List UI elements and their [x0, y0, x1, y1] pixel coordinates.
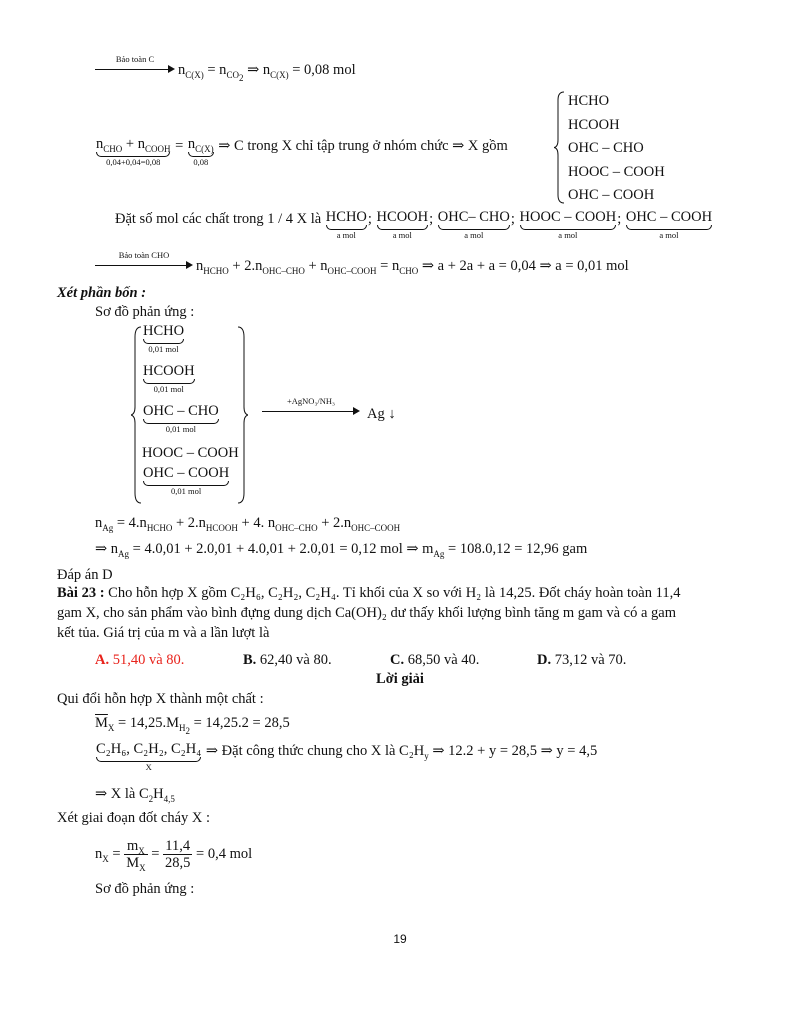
equation-line-3: Đặt số mol các chất trong 1 / 4 X là HCHO a mol ; HCOOH a mol ; OHC– CHO a mol ; HOOC – COOH a mol ; OHC – COOH a mol — [115, 209, 713, 240]
scheme-label: Sơ đồ phản ứng : — [95, 304, 195, 320]
section-heading: Xét phần bốn : — [57, 285, 147, 301]
scheme-arrow: +AgNO₃/NH₃ — [262, 400, 360, 414]
option-a: A. 51,40 và 80. — [95, 652, 185, 668]
left-brace — [554, 90, 566, 205]
arrow-bao-toan-cho: Bảo toàn CHO — [95, 254, 193, 268]
dot-chay-line: Xét giai đoạn đốt cháy X : — [57, 810, 211, 826]
page-number: 19 — [393, 932, 407, 946]
option-b: B. 62,40 và 80. — [243, 652, 332, 668]
problem-23-line-3: kết tủa. Giá trị của m và a lần lượt là — [57, 625, 270, 641]
nag-equation-1: $n_{Ag} = 4.n_{HCHO} + 2.n_{HCOOH} + 4$. $n_{OHC-CHO} + 2.n_{OHC-COOH}$ — [95, 515, 401, 533]
option-d: D. 73,12 và 70. — [537, 652, 627, 668]
formula-line: C₂H₆, C₂H₂, C₂H₄ X ⇒ Đặt công thức chung cho X là $C_2H_y$ ⇒ 12.2 + y = 28,5 ⇒ y = 4,5 — [96, 741, 598, 772]
problem-23-line-1: Bài 23 : Cho hỗn hợp X gồm C₂H₆, C₂H₂, C₂H₄. Tỉ khối của X so với H₂ là 14,25. Đốt cháy hoàn toàn 11,4 — [57, 585, 681, 601]
scheme-product: Ag ↓ — [367, 406, 396, 422]
scheme-label-2: Sơ đồ phản ứng : — [95, 881, 195, 897]
equation-line-1: $n_{C(X)} = n_{CO_2}$ ⇒ $n_{C(X)} = 0,08$ mol — [178, 62, 356, 83]
solution-heading: Lời giải — [376, 671, 424, 687]
qui-doi-line: Qui đổi hỗn hợp X thành một chất : — [57, 691, 264, 707]
x-la-line: ⇒ X là $C_2H_{4,5}$ — [95, 786, 175, 804]
equation-line-4: $n_{HCHO} + 2.n_{OHC-CHO} + n_{OHC-COOH} = n_{CHO}$ ⇒ a + 2a + a = 0,04 ⇒ a = 0,01 mol — [196, 258, 629, 276]
mx-equation: $\overline{M}_X = 14,25.M_{H_2} = 14,25.2 = 28,5$ — [95, 715, 290, 736]
option-c: C. 68,50 và 40. — [390, 652, 480, 668]
arrow-label: Bảo toàn C — [115, 54, 155, 64]
compound-list: HCHO HCOOH OHC – CHO HOOC – COOH OHC – COOH — [568, 93, 665, 203]
equation-line-2: $n_{CHO} + n_{COOH}$ 0,04+0,04=0,08 = $n_{C(X)}$ 0,08 ⇒ C trong X chỉ tập trung ở nhóm chức ⇒ X gồm — [96, 136, 508, 167]
answer-line: Đáp án D — [57, 567, 113, 583]
nag-equation-2: ⇒ $n_{Ag} = 4.0,01 + 2.0,01 + 4.0,01 + 2.0,01 = 0,12$ mol ⇒ $m_{Ag} = 108.0,12 = 12,96$ gam — [95, 541, 588, 559]
scheme-items: HCHO 0,01 mol HCOOH 0,01 mol OHC – CHO 0,01 mol HOOC – COOH OHC – COOH 0,01 mol — [142, 323, 239, 496]
arrow-bao-toan-c — [95, 54, 175, 72]
problem-23-line-2: gam X, cho sản phẩm vào bình đựng dung dịch Ca(OH)₂ dư thấy khối lượng bình tăng m gam và có a gam — [57, 605, 677, 621]
scheme-right-brace — [236, 325, 248, 505]
nx-equation: $n_X$ = $\frac{m_X}{M_X}$ = $\frac{11,4}{28,5}$ = 0,4 mol — [95, 838, 253, 874]
